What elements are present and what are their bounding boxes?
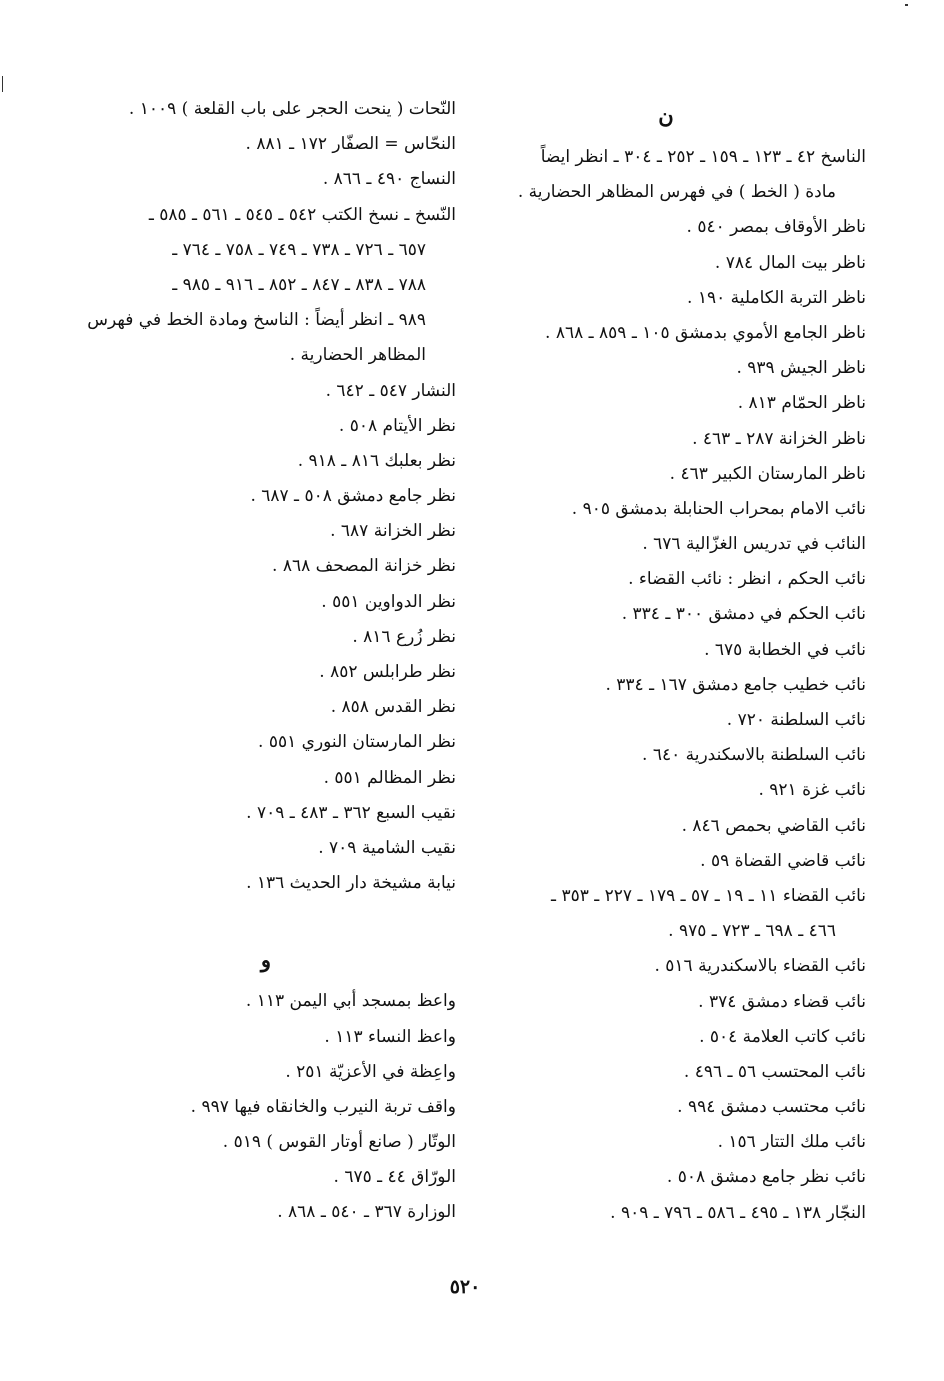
index-entry-continuation: مادة ( الخط ) في فهرس المظاهر الحضارية .	[517, 182, 836, 203]
index-entry-continuation: ٦٥٧ ـ ٧٢٦ ـ ٧٣٨ ـ ٧٤٩ ـ ٧٥٨ ـ ٧٦٤ ـ	[172, 239, 426, 260]
index-entry: نظر جامع دمشق ٥٠٨ ـ ٦٨٧ .	[250, 486, 456, 507]
index-entry: نظر الأيتام ٥٠٨ .	[338, 415, 456, 436]
scan-speck	[905, 4, 908, 6]
index-entry: نائب كاتب العلامة ٥٠٤ .	[699, 1026, 866, 1047]
index-entry: واعظ بمسجد أبي اليمن ١١٣ .	[245, 991, 456, 1012]
index-entry: نائب الحكم في دمشق ٣٠٠ ـ ٣٣٤ .	[621, 604, 866, 625]
index-entry: نائب القضاء بالاسكندرية ٥١٦ .	[654, 956, 866, 977]
index-entry: نائب السلطنة ٧٢٠ .	[726, 710, 866, 730]
index-entry: نقيب السبع ٣٦٢ ـ ٤٨٣ ـ ٧٠٩ .	[246, 802, 456, 823]
index-entry: نائب غزة ٩٢١ .	[758, 780, 866, 801]
page-number: ٥٢٠	[449, 1276, 481, 1298]
index-entry: نائب المحتسب ٥٦ ـ ٤٩٦ .	[683, 1061, 866, 1082]
index-entry: نائب خطيب جامع دمشق ١٦٧ ـ ٣٣٤ .	[605, 674, 866, 695]
index-entry: نظر طرابلس ٨٥٢ .	[319, 662, 456, 682]
index-entry: نائب القضاء ١١ ـ ١٩ ـ ٥٧ ـ ١٧٩ ـ ٢٢٧ ـ ٣٥٣ ـ	[551, 885, 866, 906]
index-entry: النساج ٤٩٠ ـ ٨٦٦ .	[322, 169, 456, 190]
section-heading-waw: و	[260, 947, 272, 973]
index-entry: نظر خزانة المصحف ٨٦٨ .	[272, 556, 456, 577]
index-entry: نائب السلطنة بالاسكندرية ٦٤٠ .	[642, 745, 866, 766]
index-entry: نظر بعلبك ٨١٦ ـ ٩١٨ .	[297, 450, 456, 471]
index-entry: ناظر الجامع الأموي بدمشق ١٠٥ ـ ٨٥٩ ـ ٨٦٨ .	[545, 322, 866, 343]
section-heading-nun: ن	[658, 103, 674, 128]
index-entry: الوزارة ٣٦٧ ـ ٥٤٠ ـ ٨٦٨ .	[277, 1202, 456, 1223]
index-entry: نظر المارستان النوري ٥٥١ .	[258, 732, 456, 753]
scan-mark	[2, 76, 3, 92]
index-entry: ناظر بيت المال ٧٨٤ .	[714, 252, 866, 273]
index-entry: نقيب الشامية ٧٠٩ .	[318, 837, 456, 858]
index-entry: ناظر المارستان الكبير ٤٦٣ .	[669, 463, 866, 484]
index-entry: الورّاق ٤٤ ـ ٦٧٥ .	[333, 1167, 456, 1188]
index-entry: النّسخ ـ نسخ الكتب ٥٤٢ ـ ٥٤٥ ـ ٥٦١ ـ ٥٨٥ ـ	[148, 204, 456, 225]
index-entry: النائب في تدريس الغزّالية ٦٧٦ .	[642, 534, 866, 555]
index-entry-continuation: ٤٦٦ ـ ٦٩٨ ـ ٧٢٣ ـ ٩٧٥ .	[668, 921, 836, 942]
index-entry: الوتّار ( صانع أوتار القوس ) ٥١٩ .	[222, 1132, 456, 1153]
index-entry: نظر المظالم ٥٥١ .	[323, 767, 456, 788]
index-entry: نائب في الخطابة ٦٧٥ .	[704, 639, 866, 660]
index-entry: الناسخ ٤٢ ـ ١٢٣ ـ ١٥٩ ـ ٢٥٢ ـ ٣٠٤ ـ انظر ايضاً	[540, 147, 866, 167]
left-column	[76, 92, 456, 1231]
index-entry: نائب قاضي القضاة ٥٩ .	[700, 850, 866, 871]
index-entry: نائب ملك التتار ١٥٦ .	[717, 1132, 866, 1153]
index-entry: نائب محتسب دمشق ٩٩٤ .	[677, 1097, 866, 1118]
index-entry: واعِظة في الأعزيّة ٢٥١ .	[285, 1061, 456, 1082]
index-entry: نظر الدواوين ٥٥١ .	[321, 591, 456, 612]
index-entry-continuation: المظاهر الحضارية .	[289, 345, 426, 366]
index-entry-continuation: ٩٨٩ ـ انظر أيضاً : الناسخ ومادة الخط في فهرس	[87, 310, 426, 331]
index-entry: واعظ النساء ١١٣ .	[324, 1026, 456, 1047]
index-entry-continuation: ٧٨٨ ـ ٨٣٨ ـ ٨٤٧ ـ ٨٥٢ ـ ٩١٦ ـ ٩٨٥ ـ	[172, 274, 426, 295]
index-entry: نائب القاضي بحمص ٨٤٦ .	[681, 815, 866, 836]
index-entry: نظر الخزانة ٦٨٧ .	[330, 521, 456, 542]
index-entry: ناظر الجيش ٩٣٩ .	[736, 358, 866, 379]
index-entry: نيابة مشيخة دار الحديث ١٣٦ .	[246, 873, 456, 894]
index-entry: النّحات ( ينحت الحجر على باب القلعة ) ١٠٠٩ .	[128, 99, 456, 119]
index-entry: النشار ٥٤٧ ـ ٦٤٢ .	[325, 380, 456, 401]
index-entry: نائب الحكم ، انظر : نائب القضاء .	[628, 569, 866, 590]
index-entry: نظر زُرع ٨١٦ .	[352, 626, 456, 647]
right-column	[466, 92, 866, 1231]
index-entry: نائب نظر جامع دمشق ٥٠٨ .	[666, 1167, 866, 1188]
index-entry: نائب الامام بمحراب الحنابلة بدمشق ٩٠٥ .	[571, 498, 866, 519]
index-entry: ناظر الحمّام ٨١٣ .	[737, 393, 866, 414]
index-entry: نظر القدس ٨٥٨ .	[330, 697, 456, 718]
index-entry: واقف تربة النيرب والخانقاه فيها ٩٩٧ .	[190, 1096, 456, 1117]
index-entry: نائب قضاء دمشق ٣٧٤ .	[698, 991, 866, 1012]
index-entry: ناظر الأوقاف بمصر ٥٤٠ .	[686, 217, 866, 238]
index-entry: النجّار ١٣٨ ـ ٤٩٥ ـ ٥٨٦ ـ ٧٩٦ ـ ٩٠٩ .	[610, 1202, 866, 1223]
index-entry: النحّاس = الصفّار ١٧٢ ـ ٨٨١ .	[245, 134, 456, 155]
index-entry: ناظر التربة الكاملية ١٩٠ .	[687, 287, 866, 308]
section-gap	[76, 901, 456, 936]
index-entry: ناظر الخزانة ٢٨٧ ـ ٤٦٣ .	[692, 428, 866, 449]
